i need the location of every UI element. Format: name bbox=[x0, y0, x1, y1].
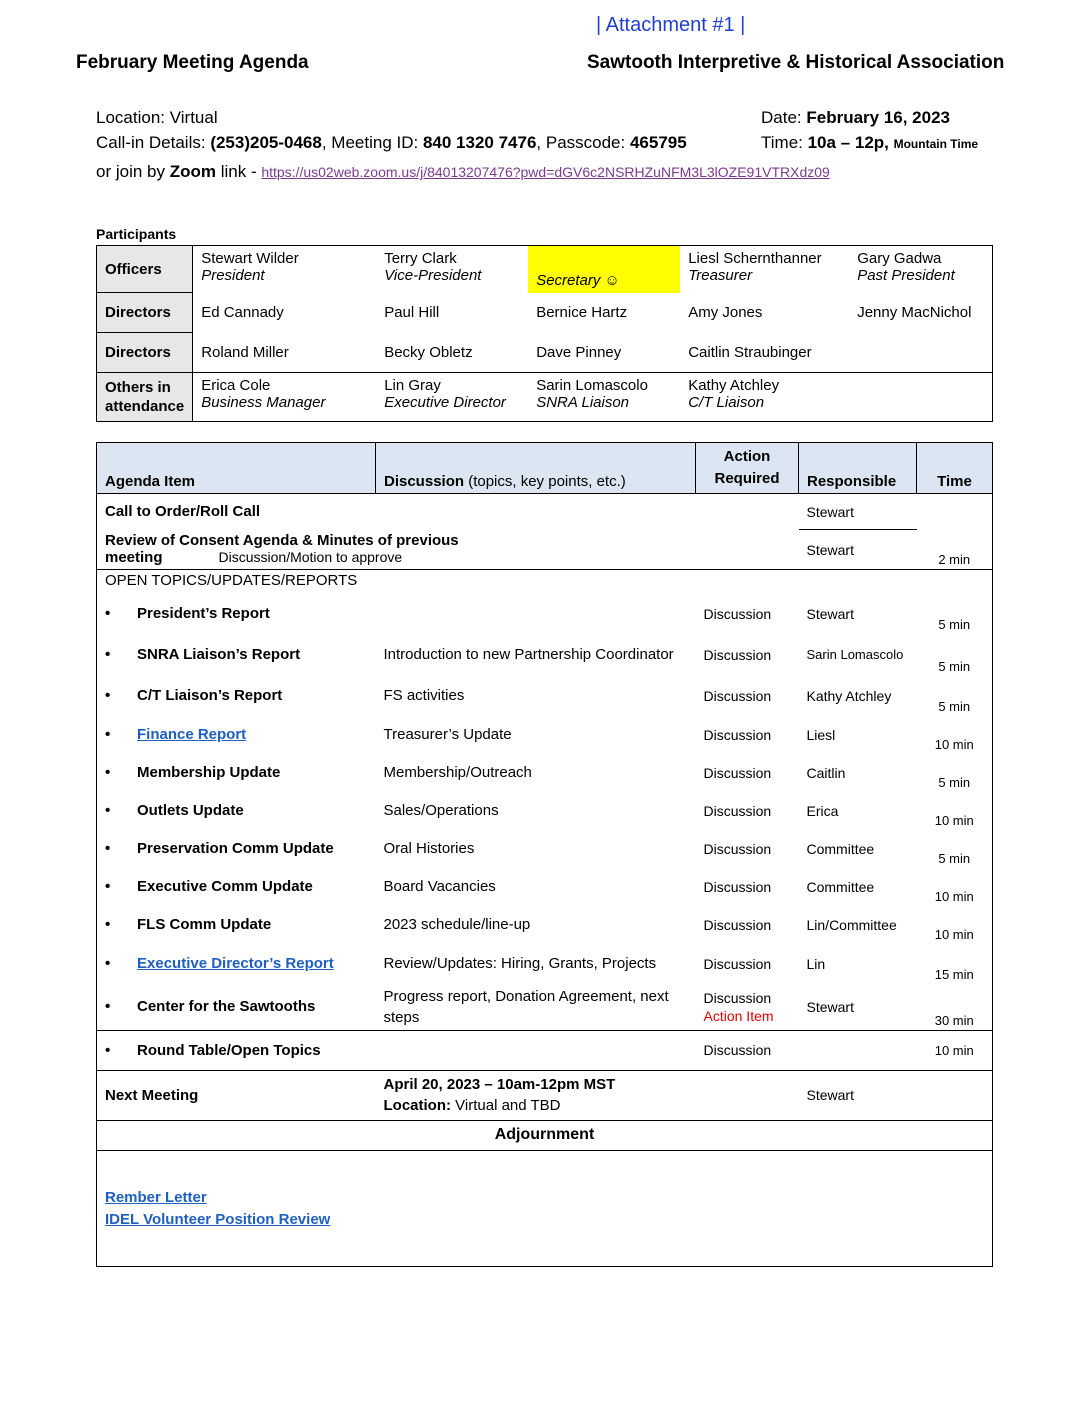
others-row bbox=[97, 373, 993, 422]
participants-table bbox=[96, 245, 993, 422]
meeting-id-label: , Meeting ID: bbox=[321, 133, 423, 152]
table-row bbox=[97, 634, 993, 676]
director-name: Paul Hill bbox=[384, 304, 440, 321]
agenda-action: Discussion bbox=[703, 605, 772, 622]
bullet bbox=[105, 955, 137, 972]
agenda-item: • Center for the Sawtooths bbox=[97, 984, 376, 1031]
agenda-discussion: Oral Histories bbox=[383, 840, 475, 857]
agenda-action: Discussion bbox=[703, 687, 772, 704]
director-name: Bernice Hartz bbox=[536, 304, 628, 321]
time-line bbox=[761, 133, 978, 153]
agenda-action: Discussion bbox=[703, 878, 772, 895]
director-name: Dave Pinney bbox=[536, 343, 622, 361]
agenda-discussion: FS activities bbox=[383, 687, 465, 704]
agenda-discussion: Review/Updates: Hiring, Grants, Projects bbox=[383, 955, 657, 972]
agenda-action: Discussion bbox=[703, 955, 772, 972]
agenda-time: 10 min bbox=[917, 1030, 993, 1070]
table-row bbox=[97, 1030, 993, 1070]
agenda-item-header: Agenda Item bbox=[97, 443, 376, 494]
discussion-header-label: Discussion bbox=[384, 473, 465, 490]
table-row bbox=[97, 754, 993, 792]
agenda-responsible: Stewart bbox=[806, 998, 854, 1015]
date-label: Date: bbox=[761, 108, 807, 127]
agenda-responsible: Caitlin bbox=[806, 764, 846, 781]
zoom-link[interactable]: https://us02web.zoom.us/j/84013207476?pwd=dGV6c2NSRHZuNFM3L3lOZE91VTRXdz09 bbox=[261, 164, 830, 180]
agenda-responsible: Stewart bbox=[806, 605, 854, 622]
next-meeting-responsible: Stewart bbox=[799, 1070, 917, 1120]
passcode-label: , Passcode: bbox=[536, 133, 630, 152]
next-meeting-details bbox=[376, 1070, 799, 1120]
adjournment-row bbox=[97, 1120, 993, 1150]
agenda-responsible: Kathy Atchley bbox=[806, 687, 892, 704]
agenda-discussion bbox=[376, 594, 696, 634]
attendee-cell bbox=[376, 373, 528, 422]
agenda-item: • Round Table/Open Topics bbox=[97, 1030, 376, 1070]
director-name: Caitlin Straubinger bbox=[688, 343, 812, 361]
agenda-responsible bbox=[799, 1030, 917, 1070]
attendee-cell bbox=[528, 373, 680, 422]
agenda-discussion: Treasurer’s Update bbox=[383, 726, 512, 743]
open-topics-heading: OPEN TOPICS/UPDATES/REPORTS bbox=[105, 572, 358, 589]
officer-cell bbox=[680, 246, 849, 293]
next-meeting-location-label: Location: bbox=[383, 1097, 451, 1114]
meeting-date: February 16, 2023 bbox=[806, 108, 951, 127]
attendee-name: Sarin Lomascolo bbox=[536, 377, 648, 394]
agenda-item: • Membership Update bbox=[97, 754, 376, 792]
idel-volunteer-position-review-link[interactable]: IDEL Volunteer Position Review bbox=[105, 1210, 331, 1228]
time-zone: Mountain Time bbox=[893, 137, 979, 151]
director-name: Roland Miller bbox=[201, 343, 289, 361]
callin-label: Call-in Details: bbox=[96, 133, 211, 152]
discussion-header-note: (topics, key points, etc.) bbox=[464, 473, 626, 490]
agenda-discussion: Sales/Operations bbox=[383, 802, 499, 819]
director-name: Becky Obletz bbox=[384, 343, 473, 361]
rember-letter-link[interactable]: Rember Letter bbox=[105, 1188, 207, 1206]
others-label-line: Others in bbox=[105, 379, 171, 396]
others-label-line: attendance bbox=[105, 398, 185, 415]
attendee-role: Executive Director bbox=[384, 394, 506, 411]
empty-cell bbox=[696, 530, 799, 570]
action-header-line: Action bbox=[723, 448, 771, 465]
agenda-action: Discussion bbox=[703, 726, 772, 743]
agenda-item: • C/T Liaison’s Report bbox=[97, 676, 376, 716]
officers-row bbox=[97, 246, 993, 293]
agenda-action: Discussion bbox=[703, 764, 772, 781]
call-to-order-responsible: Stewart bbox=[799, 494, 917, 530]
bullet bbox=[105, 726, 137, 743]
attendee-name: Erica Cole bbox=[201, 377, 271, 394]
table-row bbox=[97, 716, 993, 754]
agenda-action: Discussion bbox=[703, 989, 772, 1006]
attendee-role: C/T Liaison bbox=[688, 394, 765, 411]
agenda-discussion: 2023 schedule/line-up bbox=[383, 916, 531, 933]
agenda-action-cell bbox=[696, 984, 799, 1031]
organization-name: Sawtooth Interpretive & Historical Association bbox=[587, 52, 1005, 73]
table-row bbox=[97, 944, 993, 984]
officer-role: President bbox=[201, 267, 265, 284]
call-to-order-item: Call to Order/Roll Call bbox=[105, 503, 261, 521]
passcode: 465795 bbox=[629, 133, 687, 152]
empty-cell bbox=[917, 494, 993, 530]
agenda-time: 10 min bbox=[934, 888, 974, 904]
consent-time: 2 min bbox=[938, 552, 971, 567]
attendee-name: Lin Gray bbox=[384, 377, 441, 394]
table-row bbox=[97, 570, 993, 594]
agenda-discussion: Progress report, Donation Agreement, next steps bbox=[383, 987, 669, 1026]
directors-label: Directors bbox=[97, 333, 193, 373]
agenda-time: 15 min bbox=[934, 966, 974, 982]
attachment-label: | Attachment #1 | bbox=[596, 14, 746, 36]
attachments-cell bbox=[97, 1150, 993, 1266]
consent-item-label: Review of Consent Agenda & Minutes of previous meeting bbox=[105, 532, 459, 567]
agenda-table bbox=[96, 442, 993, 1267]
officer-name: Stewart Wilder bbox=[201, 250, 299, 267]
attachments-row bbox=[97, 1150, 993, 1266]
officer-cell bbox=[376, 246, 528, 293]
zoom-line bbox=[96, 162, 830, 182]
agenda-item: • SNRA Liaison’s Report bbox=[97, 634, 376, 676]
callin-line bbox=[96, 133, 687, 153]
officer-cell bbox=[849, 246, 992, 293]
others-label bbox=[97, 373, 193, 422]
agenda-responsible: Erica bbox=[806, 802, 839, 819]
attendee-role: Business Manager bbox=[201, 394, 326, 411]
officer-role: Treasurer bbox=[688, 267, 753, 284]
agenda-item: • Outlets Update bbox=[97, 792, 376, 830]
attendee-cell bbox=[849, 373, 992, 422]
agenda-responsible: Lin bbox=[806, 955, 826, 972]
agenda-header-row bbox=[97, 443, 993, 494]
next-meeting-row bbox=[97, 1070, 993, 1120]
attendee-name: Kathy Atchley bbox=[688, 377, 780, 394]
officer-name: Liesl Schernthanner bbox=[688, 250, 822, 267]
agenda-time: 5 min bbox=[938, 850, 971, 866]
table-row bbox=[97, 792, 993, 830]
agenda-action: Discussion bbox=[703, 646, 772, 663]
executive-director-report-link[interactable]: Executive Director’s Report bbox=[137, 955, 334, 972]
finance-report-link[interactable]: Finance Report bbox=[137, 726, 247, 743]
agenda-time: 10 min bbox=[934, 812, 974, 828]
phone-number: (253)205-0468 bbox=[210, 133, 322, 152]
agenda-responsible: Liesl bbox=[806, 726, 836, 743]
action-item-flag: Action Item bbox=[703, 1007, 774, 1024]
page-title: February Meeting Agenda bbox=[76, 52, 309, 73]
next-meeting-location-line bbox=[384, 1095, 791, 1116]
agenda-discussion: Membership/Outreach bbox=[383, 764, 532, 781]
consent-item bbox=[97, 530, 696, 570]
time-label: Time: bbox=[761, 133, 808, 152]
directors-row bbox=[97, 333, 993, 373]
agenda-time: 10 min bbox=[934, 926, 974, 942]
attendee-cell bbox=[193, 373, 377, 422]
director-name bbox=[849, 333, 992, 373]
director-name: Ed Cannady bbox=[201, 304, 284, 321]
agenda-item-cell bbox=[97, 944, 376, 984]
directors-row bbox=[97, 293, 993, 333]
table-row bbox=[97, 494, 993, 530]
agenda-time: 5 min bbox=[938, 616, 971, 632]
agenda-responsible: Committee bbox=[806, 840, 875, 857]
directors-label: Directors bbox=[97, 293, 193, 333]
agenda-discussion bbox=[376, 1030, 696, 1070]
officers-label: Officers bbox=[97, 246, 193, 293]
agenda-time: 10 min bbox=[934, 736, 974, 752]
director-name: Amy Jones bbox=[688, 304, 763, 321]
officer-name: Terry Clark bbox=[384, 250, 457, 267]
agenda-responsible: Lin/Committee bbox=[806, 916, 897, 933]
officer-name: Gary Gadwa bbox=[857, 250, 942, 267]
secretary-cell bbox=[528, 246, 680, 293]
discussion-header bbox=[376, 443, 696, 494]
zoom-suffix: link - bbox=[215, 162, 262, 181]
agenda-action: Discussion bbox=[703, 916, 772, 933]
attendee-role: SNRA Liaison bbox=[536, 394, 630, 411]
table-row bbox=[97, 676, 993, 716]
table-row bbox=[97, 530, 993, 570]
action-header bbox=[696, 443, 799, 494]
agenda-responsible: Sarin Lomascolo bbox=[806, 647, 904, 662]
agenda-time: 30 min bbox=[934, 1012, 974, 1028]
agenda-time: 5 min bbox=[938, 658, 971, 674]
participants-heading: Participants bbox=[96, 226, 177, 242]
agenda-time: 5 min bbox=[938, 774, 971, 790]
agenda-action: Discussion bbox=[696, 1030, 799, 1070]
empty-cell bbox=[917, 1070, 993, 1120]
officer-role: Past President bbox=[857, 267, 955, 284]
consent-action: Discussion/Motion to approve bbox=[218, 549, 403, 566]
officer-role: Vice-President bbox=[384, 267, 482, 284]
attendee-cell bbox=[680, 373, 849, 422]
table-row bbox=[97, 906, 993, 944]
zoom-prefix: or join by bbox=[96, 162, 170, 181]
meeting-id: 840 1320 7476 bbox=[422, 133, 537, 152]
agenda-time: 5 min bbox=[938, 698, 971, 714]
zoom-word: Zoom bbox=[169, 162, 216, 181]
next-meeting-location: Virtual and TBD bbox=[451, 1097, 561, 1114]
date-line bbox=[761, 108, 950, 128]
location-line: Location: Virtual bbox=[96, 108, 218, 127]
table-row bbox=[97, 594, 993, 634]
table-row bbox=[97, 984, 993, 1031]
agenda-action: Discussion bbox=[703, 840, 772, 857]
table-row bbox=[97, 868, 993, 906]
table-row bbox=[97, 830, 993, 868]
agenda-discussion: Introduction to new Partnership Coordinator bbox=[383, 645, 674, 663]
meeting-time: 10a – 12p, bbox=[807, 133, 889, 152]
officer-role: Secretary ☺ bbox=[536, 271, 620, 289]
responsible-header: Responsible bbox=[799, 443, 917, 494]
consent-responsible: Stewart bbox=[806, 541, 854, 558]
director-name: Jenny MacNichol bbox=[857, 304, 972, 321]
next-meeting-label: Next Meeting bbox=[97, 1070, 376, 1120]
agenda-item: • FLS Comm Update bbox=[97, 906, 376, 944]
agenda-item: • Executive Comm Update bbox=[97, 868, 376, 906]
agenda-item-cell bbox=[97, 716, 376, 754]
agenda-action: Discussion bbox=[703, 802, 772, 819]
next-meeting-date: April 20, 2023 – 10am-12pm MST bbox=[383, 1076, 616, 1093]
agenda-item: • Preservation Comm Update bbox=[97, 830, 376, 868]
adjournment-label: Adjournment bbox=[97, 1120, 993, 1150]
action-header-line: Required bbox=[714, 470, 780, 487]
time-header: Time bbox=[917, 443, 993, 494]
officer-cell bbox=[193, 246, 377, 293]
agenda-discussion: Board Vacancies bbox=[383, 878, 496, 895]
agenda-responsible: Committee bbox=[806, 878, 875, 895]
agenda-item: • President’s Report bbox=[97, 594, 376, 634]
